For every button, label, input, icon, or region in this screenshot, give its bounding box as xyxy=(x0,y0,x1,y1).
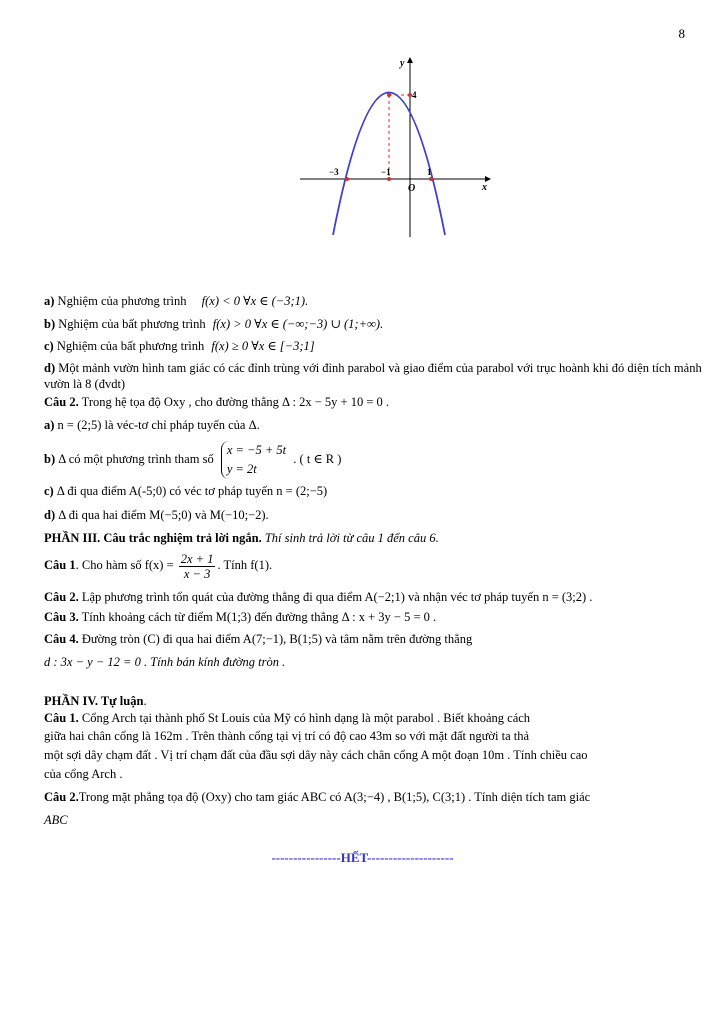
part4-question-1-line4: của cổng Arch . xyxy=(44,767,123,781)
tick-label-x1: 1 xyxy=(427,167,432,177)
y-axis-label: y xyxy=(400,58,405,69)
page-number: 8 xyxy=(678,26,685,41)
tick-label-xm3: −3 xyxy=(329,167,339,177)
part3-question-2: Câu 2. Lập phương trình tổn quát của đường thẳng đi qua điểm A(−2;1) và nhận véc tơ pháp tuyến n = (3;2) . xyxy=(44,590,593,604)
part4-question-1-line2: giữa hai chân cổng là 162m . Trên thành cổng tại vị trí có độ cao 43m so với mặt đất người ta thả xyxy=(44,729,530,743)
origin-label: O xyxy=(408,183,416,194)
q1-option-c: c) Nghiệm của bất phương trình f(x) ≥ 0 ∀x ∈ [−3;1] xyxy=(44,339,315,353)
parabola-graph xyxy=(295,52,495,242)
q2-option-c: c) Δ đi qua điểm A(-5;0) có véc tơ pháp tuyến n = (2;−5) xyxy=(44,484,328,498)
q1-option-b: b) Nghiệm của bất phương trình f(x) > 0 ∀x ∈ (−∞;−3) ∪ (1;+∞). xyxy=(44,317,384,331)
part4-question-2-cont: ABC xyxy=(44,813,68,827)
q1-option-d: d) Một mảnh vườn hình tam giác có các đỉnh trùng với đỉnh parabol và giao điểm của parabol với trục hoành khi đó diện tích mảnh vườn là 8 (đvdt) xyxy=(44,361,702,391)
q2-stem: Câu 2. Trong hệ tọa độ Oxy , cho đường thẳng Δ : 2x − 5y + 10 = 0 . xyxy=(44,395,390,409)
x-axis-label: x xyxy=(482,182,487,193)
root-point-left xyxy=(345,177,349,181)
q2-option-b: b) Δ có một phương trình tham số x = −5 + 5t y = 2t . ( t ∈ R ) xyxy=(44,440,704,479)
vertex-point xyxy=(387,93,391,97)
end-marker: ----------------HẾT-------------------- xyxy=(271,850,454,865)
tick-label-y4: 4 xyxy=(412,90,417,100)
part3-heading: PHẦN III. Câu trắc nghiệm trả lời ngắn. Thí sinh trả lời từ câu 1 đến câu 6. xyxy=(44,531,439,545)
root-point-right xyxy=(429,177,433,181)
part4-question-1-line1: Câu 1. Cổng Arch tại thành phố St Louis của Mỹ có hình dạng là một parabol . Biết khoảng cách xyxy=(44,711,531,725)
part4-question-2: Câu 2.Trong mặt phẳng tọa độ (Oxy) cho tam giác ABC có A(3;−4) , B(1;5), C(3;1) . Tính diện tích tam giác xyxy=(44,790,591,804)
foot-point xyxy=(387,177,391,181)
q2-option-a: a) n = (2;5) là véc-tơ chỉ pháp tuyến của Δ. xyxy=(44,418,260,432)
q1-option-a: a) Nghiệm của phương trình f(x) < 0 ∀x ∈ (−3;1). xyxy=(44,294,309,308)
tick-label-xm1: −1 xyxy=(381,167,391,177)
part3-question-4-cont: d : 3x − y − 12 = 0 . Tính bán kính đường tròn . xyxy=(44,655,286,669)
fraction: $\frac{2x + 1}{x - 3}$ xyxy=(180,551,214,581)
parametric-system: x = −5 + 5t y = 2t xyxy=(221,441,286,479)
part3-question-4: Câu 4. Đường tròn (C) đi qua hai điểm A(7;−1), B(1;5) và tâm nằm trên đường thẳng xyxy=(44,632,473,646)
part3-question-1: Câu 1. Cho hàm số f(x) = $\frac{2x + 1}{x - 3}$ . Tính f(1). xyxy=(44,551,273,581)
part4-heading: PHẦN IV. Tự luận. xyxy=(44,694,147,708)
part3-question-3: Câu 3. Tính khoảng cách từ điểm M(1;3) đến đường thẳng Δ : x + 3y − 5 = 0 . xyxy=(44,610,437,624)
q2-option-d: d) Δ đi qua hai điểm M(−5;0) và M(−10;−2). xyxy=(44,508,269,522)
part4-question-1-line3: một sợi dây chạm đất . Vị trí chạm đất của đầu sợi dây này cách chân cổng A một đoạn 10m . Tính chiều cao xyxy=(44,748,588,762)
